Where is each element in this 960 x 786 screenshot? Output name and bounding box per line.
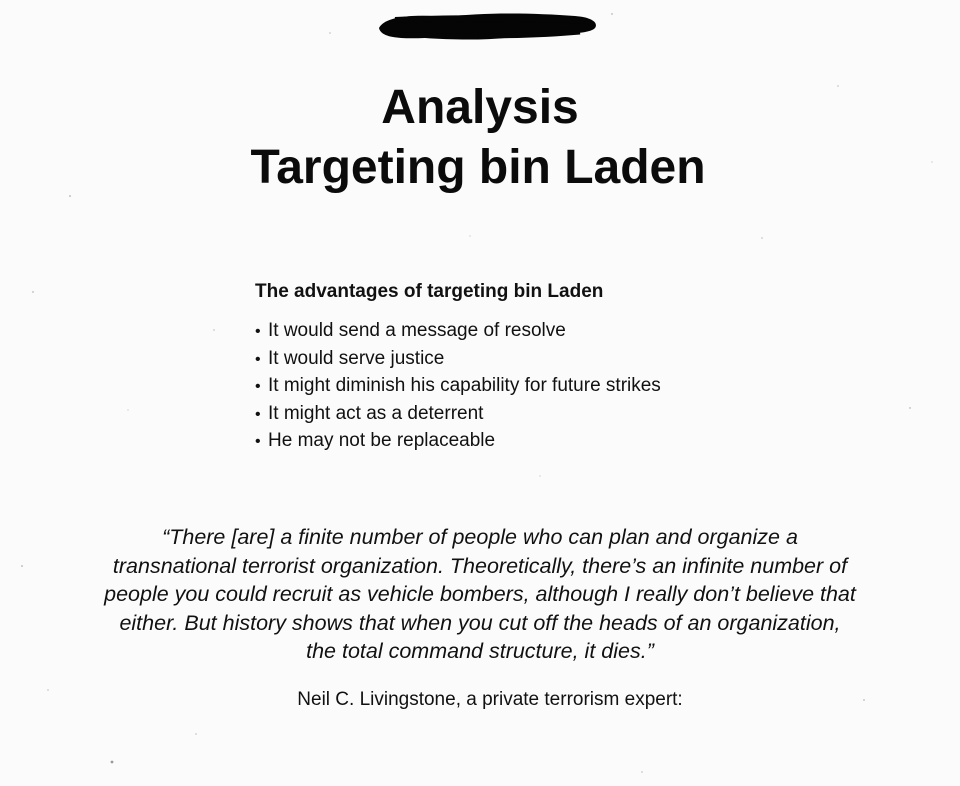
- advantages-list: [255, 318, 775, 456]
- bullet-icon: •: [255, 378, 261, 395]
- quote-line: people you could recruit as vehicle bombers, although I really don’t believe that: [104, 582, 856, 606]
- list-item-text: He may not be replaceable: [268, 430, 496, 451]
- list-item: [255, 401, 775, 429]
- advantages-section: [255, 280, 775, 456]
- quote-line: either. But history shows that when you cut off the heads of an organization,: [119, 610, 841, 635]
- list-item: [255, 318, 775, 346]
- title-line-targeting: Targeting bin Laden: [250, 141, 706, 194]
- bullet-icon: •: [255, 323, 261, 340]
- quote-attribution: Neil C. Livingstone, a private terrorism expert:: [297, 689, 683, 710]
- list-item-text: It might diminish his capability for future strikes: [268, 375, 661, 396]
- list-item-text: It would send a message of resolve: [268, 320, 566, 341]
- expert-quote: [20, 523, 940, 666]
- title-line-analysis: Analysis: [381, 81, 579, 134]
- document-title: [0, 78, 960, 198]
- list-item: [255, 346, 775, 374]
- list-item: [255, 373, 775, 401]
- advantages-heading: The advantages of targeting bin Laden: [255, 281, 604, 302]
- redaction-mark: [375, 8, 600, 42]
- bullet-icon: •: [255, 405, 261, 423]
- quote-line: transnational terrorist organization. Theoretically, there’s an infinite number of: [112, 553, 848, 578]
- bullet-icon: •: [255, 350, 261, 368]
- list-item: [255, 428, 775, 456]
- quote-line: “There [are] a finite number of people who can plan and organize a: [162, 525, 798, 549]
- list-item-text: It would serve justice: [268, 347, 445, 369]
- quote-line: the total command structure, it dies.”: [306, 639, 654, 663]
- bullet-icon: •: [255, 433, 261, 450]
- list-item-text: It might act as a deterrent: [268, 402, 484, 424]
